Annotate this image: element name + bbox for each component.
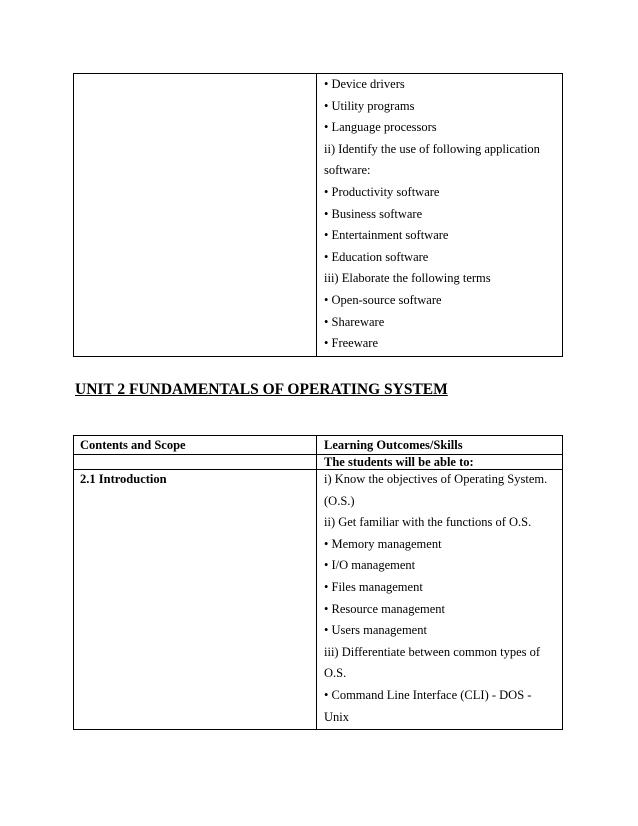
outcome-line: • Open-source software — [324, 292, 442, 307]
column-divider — [316, 436, 317, 729]
header-learning-outcomes: Learning Outcomes/Skills — [324, 438, 463, 452]
outcome-line: i) Know the objectives of Operating System. — [324, 472, 548, 486]
topic-introduction: 2.1 Introduction — [80, 472, 167, 486]
outcome-line: • Resource management — [324, 601, 445, 616]
column-divider — [316, 74, 317, 356]
outcome-line: • Memory management — [324, 536, 442, 551]
outcomes-column — [324, 74, 552, 355]
outcome-line: iii) Elaborate the following terms — [324, 271, 491, 286]
outcome-line: • Entertainment software — [324, 228, 449, 243]
header-divider — [74, 454, 562, 455]
outcome-line: ii) Get familiar with the functions of O.S. — [324, 515, 532, 530]
outcome-line: (O.S.) — [324, 493, 355, 508]
outcome-line: • Device drivers — [324, 77, 405, 91]
subheader-students-able: The students will be able to: — [324, 455, 474, 469]
unit-heading: UNIT 2 FUNDAMENTALS OF OPERATING SYSTEM — [75, 381, 448, 398]
outcome-line: Unix — [324, 709, 349, 724]
learning-outcomes-table-continued — [73, 73, 563, 357]
outcome-line: • Shareware — [324, 314, 385, 329]
outcome-line: • Language processors — [324, 120, 437, 135]
outcome-line: • Command Line Interface (CLI) - DOS - — [324, 687, 532, 702]
outcome-line: • Productivity software — [324, 184, 440, 199]
outcome-line: • Business software — [324, 206, 423, 221]
header-contents-and-scope: Contents and Scope — [80, 438, 186, 452]
outcome-line: O.S. — [324, 666, 347, 681]
outcome-line: • Files management — [324, 579, 423, 594]
outcomes-column — [324, 469, 552, 728]
outcome-line: • Users management — [324, 623, 427, 638]
outcome-line: • Freeware — [324, 336, 378, 351]
outcome-line: • Education software — [324, 249, 429, 264]
outcome-line: ii) Identify the use of following application — [324, 141, 540, 156]
outcome-line: software: — [324, 163, 371, 178]
unit2-outcomes-table — [73, 435, 563, 730]
outcome-line: • I/O management — [324, 558, 416, 573]
outcome-line: • Utility programs — [324, 98, 415, 113]
outcome-line: iii) Differentiate between common types of — [324, 644, 541, 659]
